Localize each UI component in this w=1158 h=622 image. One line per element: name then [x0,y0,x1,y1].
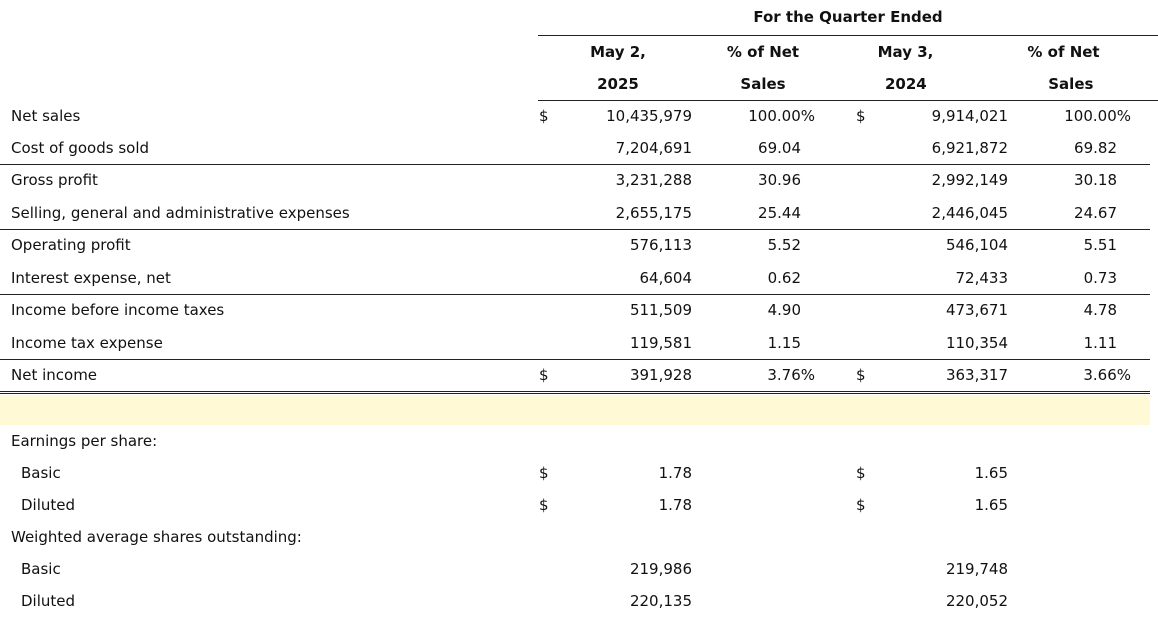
currency-symbol: $ [856,107,866,125]
label-net-sales: Net sales [11,107,81,125]
shares-diluted-2024: 220,052 [945,592,1008,610]
sga-2024: 2,446,045 [931,204,1008,222]
row-eps-diluted [0,489,1158,521]
row-income-before-tax [0,294,1158,327]
shares-basic-2025: 219,986 [629,560,692,578]
label-net-income: Net income [11,366,98,384]
gross-profit-pct-2024: 30.18 [1074,171,1117,189]
sga-pct-2025: 25.44 [758,204,801,222]
sga-pct-2024: 24.67 [1074,204,1117,222]
period-heading: For the Quarter Ended [538,0,1158,36]
header-row-years [0,68,1158,101]
col-pct-2024-heading-line2: Sales [1048,75,1094,93]
gross-profit-2024: 2,992,149 [931,171,1008,189]
label-interest: Interest expense, net [11,269,171,287]
label-eps-basic: Basic [21,464,61,482]
eps-diluted-2024: 1.65 [974,496,1008,514]
row-tax [0,327,1158,359]
tax-pct-2024: 1.11 [1083,334,1117,352]
label-shares-basic: Basic [21,560,61,578]
eps-basic-2024: 1.65 [974,464,1008,482]
tax-2024: 110,354 [945,334,1008,352]
net-sales-2024: 9,914,021 [931,107,1008,125]
cogs-pct-2024: 69.82 [1074,139,1117,157]
label-shares-diluted: Diluted [21,592,76,610]
interest-2024: 72,433 [955,269,1008,287]
income-before-tax-2024: 473,671 [945,301,1008,319]
tax-2025: 119,581 [629,334,692,352]
row-shares-basic [0,553,1158,585]
row-eps-heading [0,425,1158,457]
tax-pct-2025: 1.15 [767,334,801,352]
currency-symbol: $ [539,366,549,384]
label-operating-profit: Operating profit [11,236,131,254]
col-2024-heading-line2-text: 2024 [884,75,927,93]
income-before-tax-pct-2025: 4.90 [767,301,801,319]
interest-2025: 64,604 [639,269,692,287]
highlight-spacer-row [0,395,1150,425]
row-operating-profit [0,229,1158,262]
label-tax: Income tax expense [11,334,163,352]
net-sales-pct-2024: 100.00% [1064,107,1131,125]
shares-diluted-2025: 220,135 [629,592,692,610]
col-2025-heading-line2: 2025 [538,68,698,101]
net-sales-2025: 10,435,979 [606,107,692,125]
row-net-income [0,359,1158,392]
label-cogs: Cost of goods sold [11,139,150,157]
row-shares-heading [0,521,1158,553]
label-gross-profit: Gross profit [11,171,98,189]
label-eps: Earnings per share: [11,432,158,450]
label-income-before-tax: Income before income taxes [11,301,225,319]
eps-diluted-2025: 1.78 [658,496,692,514]
eps-basic-2025: 1.78 [658,464,692,482]
net-income-2024: 363,317 [945,366,1008,384]
header-row-dates [0,36,1158,69]
row-shares-diluted [0,585,1158,617]
col-pct-2025-heading-line1: % of Net [726,43,800,61]
operating-profit-pct-2024: 5.51 [1083,236,1117,254]
currency-symbol: $ [856,366,866,384]
income-before-tax-2025: 511,509 [629,301,692,319]
col-2025-heading-line1: May 2, [590,43,646,61]
col-2024-heading-line2 [828,68,1158,101]
statement-body [0,100,1158,617]
interest-pct-2024: 0.73 [1083,269,1117,287]
cogs-pct-2025: 69.04 [758,139,801,157]
label-shares: Weighted average shares outstanding: [11,528,302,546]
cogs-2025: 7,204,691 [615,139,692,157]
gross-profit-2025: 3,231,288 [615,171,692,189]
net-income-2025: 391,928 [629,366,692,384]
label-sga: Selling, general and administrative expenses [11,204,350,222]
currency-symbol: $ [539,464,549,482]
currency-symbol: $ [856,496,866,514]
shares-basic-2024: 219,748 [945,560,1008,578]
currency-symbol: $ [539,107,549,125]
interest-pct-2025: 0.62 [767,269,801,287]
row-cogs [0,132,1158,164]
header-row-period [0,0,1158,36]
cogs-2024: 6,921,872 [931,139,1008,157]
row-sga [0,197,1158,229]
operating-profit-pct-2025: 5.52 [767,236,801,254]
operating-profit-2024: 546,104 [945,236,1008,254]
operating-profit-2025: 576,113 [629,236,692,254]
gross-profit-pct-2025: 30.96 [758,171,801,189]
row-interest [0,262,1158,294]
income-statement-table [0,0,1158,101]
net-sales-pct-2025: 100.00% [748,107,815,125]
net-income-pct-2024: 3.66% [1083,366,1131,384]
row-eps-basic [0,457,1158,489]
col-pct-2025-heading-line2: Sales [698,68,828,101]
net-income-pct-2025: 3.76% [767,366,815,384]
row-gross-profit [0,164,1158,197]
currency-symbol: $ [856,464,866,482]
income-before-tax-pct-2024: 4.78 [1083,301,1117,319]
col-2024-heading-line1-text: May 3, [877,43,934,61]
col-2024-heading-line1 [828,36,1144,69]
col-pct-2024-heading-line1: % of Net [1027,43,1100,61]
label-eps-diluted: Diluted [21,496,76,514]
currency-symbol: $ [539,496,549,514]
sga-2025: 2,655,175 [615,204,692,222]
row-net-sales [0,100,1158,132]
